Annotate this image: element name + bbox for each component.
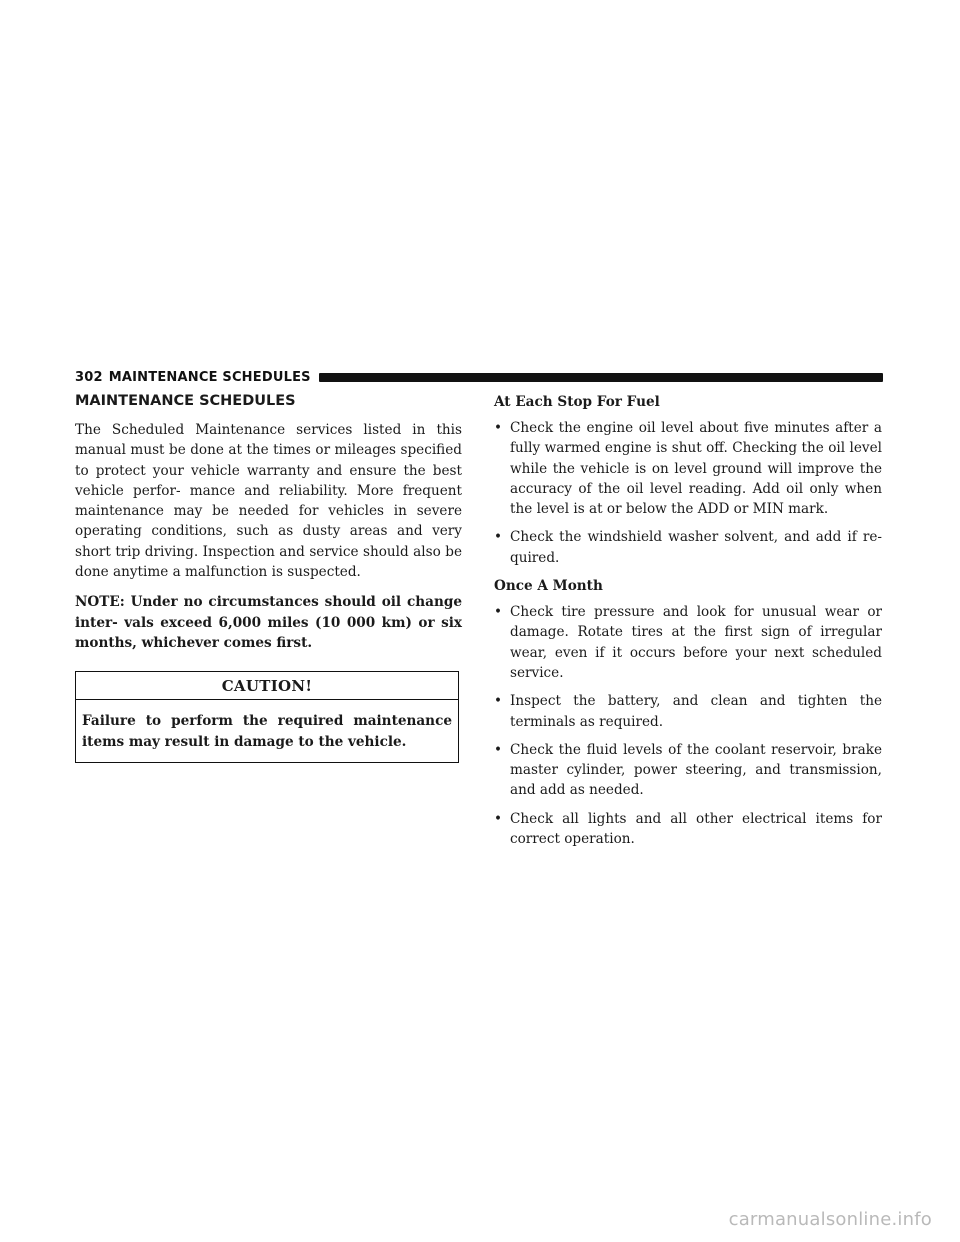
- header-rule: [319, 373, 883, 382]
- fuel-stop-heading: At Each Stop For Fuel: [494, 394, 660, 410]
- bullet-icon: •: [494, 420, 503, 436]
- caution-box: [75, 671, 459, 763]
- list-item-text: Check the engine oil level about five minutes after a fully warmed engine is shut off. Checking the oil level while the vehicle is on level ground will improve the accuracy of the oil level reading. Add oil only when the level is at or below the ADD or MIN mark.: [510, 420, 882, 518]
- list-item: [494, 809, 882, 850]
- right-column: [494, 392, 882, 857]
- list-item: [494, 527, 882, 568]
- running-title: MAINTENANCE SCHEDULES: [108, 369, 311, 385]
- list-item-text: Check the fluid levels of the coolant reservoir, brake master cylinder, power steering, and transmission, and add as needed.: [510, 741, 882, 799]
- monthly-list: [494, 602, 882, 849]
- list-item-text: Inspect the battery, and clean and tighten the terminals as required.: [510, 693, 882, 730]
- section-title: MAINTENANCE SCHEDULES: [75, 393, 296, 409]
- monthly-heading: Once A Month: [494, 578, 603, 595]
- list-item-text: Check all lights and all other electrical items for correct operation.: [510, 810, 882, 848]
- bullet-icon: •: [494, 810, 503, 827]
- page-number: 302: [75, 369, 103, 385]
- left-column: [75, 392, 462, 763]
- watermark: carmanualsonline.info: [728, 1209, 932, 1230]
- bullet-icon: •: [494, 741, 503, 758]
- fuel-stop-list: [494, 418, 882, 568]
- running-header: [75, 368, 883, 386]
- list-item: [494, 740, 882, 801]
- caution-body: Failure to perform the required maintenance items may result in damage to the vehicle.: [82, 713, 452, 750]
- bullet-icon: •: [494, 604, 503, 621]
- list-item-text: Check the windshield washer solvent, and add if re- quired.: [510, 529, 882, 566]
- intro-paragraph: The Scheduled Maintenance services listed in this manual must be done at the times or mileages specified to protect your vehicle warranty and ensure the best vehicle perfor- mance and reliability. More frequent maintenance may be needed for vehicles in severe operating conditions, such as dusty areas and very short trip driving. Inspection and service should also be done anytime a malfunction is suspected.: [75, 422, 462, 581]
- oil-change-note: NOTE: Under no circumstances should oil change inter- vals exceed 6,000 miles (10 000 km) or six months, whichever comes first.: [75, 594, 462, 651]
- caution-title: CAUTION!: [76, 672, 458, 700]
- list-item: [494, 602, 882, 683]
- list-item-text: Check tire pressure and look for unusual wear or damage. Rotate tires at the first sign of irregular wear, even if it occurs before your next scheduled service.: [510, 604, 882, 681]
- list-item: [494, 691, 882, 732]
- bullet-icon: •: [494, 529, 503, 546]
- list-item: [494, 418, 882, 519]
- bullet-icon: •: [494, 693, 503, 710]
- header-text: [75, 370, 311, 385]
